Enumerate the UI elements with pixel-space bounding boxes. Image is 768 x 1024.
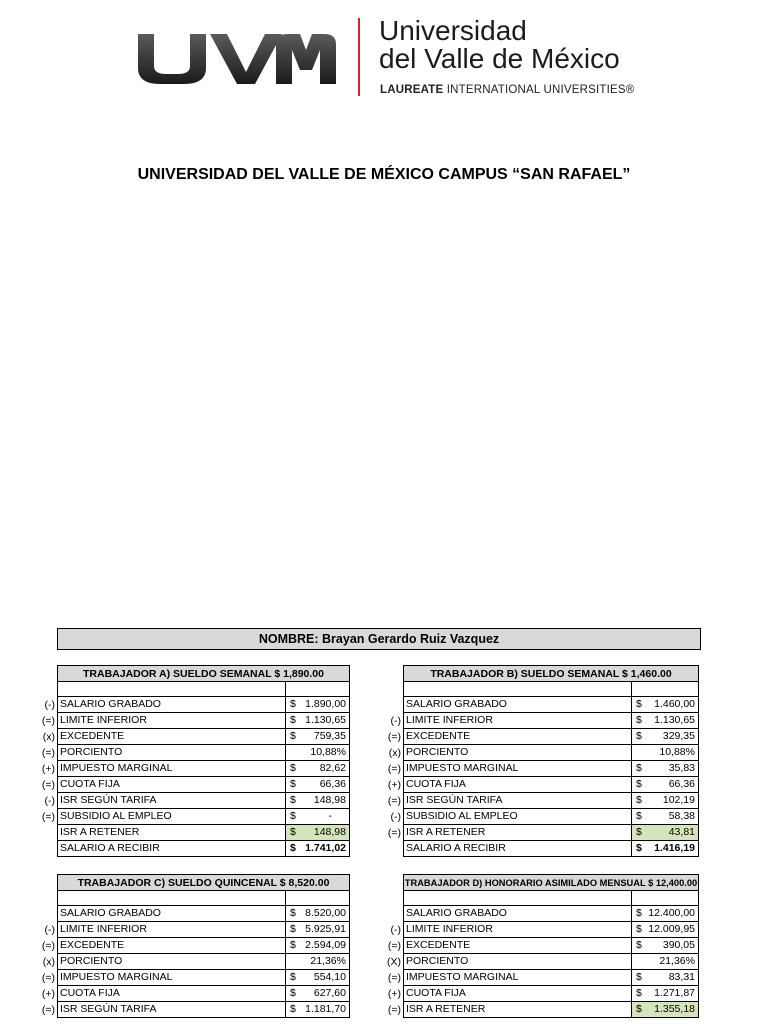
worker-table-header: TRABAJADOR A) SUELDO SEMANAL $ 1,890.00 xyxy=(57,665,350,682)
currency-sign: $ xyxy=(290,762,296,774)
amount: 66,36 xyxy=(668,778,695,790)
currency-sign: $ xyxy=(290,939,296,951)
amount: 1.460,00 xyxy=(654,698,695,710)
logo-name-line1: Universidad xyxy=(379,15,527,46)
row-label: LIMITE INFERIOR xyxy=(403,713,632,729)
operator-label: (=) xyxy=(41,1004,55,1016)
table-row xyxy=(57,906,350,922)
row-label: SALARIO A RECIBIR xyxy=(403,841,632,857)
row-label: ISR A RETENER xyxy=(403,1002,632,1018)
row-label: SALARIO GRABADO xyxy=(57,697,286,713)
currency-sign: $ xyxy=(290,923,296,935)
currency-sign: $ xyxy=(636,698,642,710)
currency-sign: $ xyxy=(290,907,296,919)
currency-sign: $ xyxy=(290,842,296,854)
row-value xyxy=(632,841,699,857)
row-label: IMPUESTO MARGINAL xyxy=(403,761,632,777)
amount: 759,35 xyxy=(313,730,346,742)
row-label: LIMITE INFERIOR xyxy=(403,922,632,938)
table-row xyxy=(57,697,350,713)
currency-sign: $ xyxy=(636,762,642,774)
operator-label: (x) xyxy=(388,747,401,759)
row-value xyxy=(286,954,350,970)
operator-label: (x) xyxy=(42,731,55,743)
row-label: CUOTA FIJA xyxy=(403,777,632,793)
table-row xyxy=(57,793,350,809)
table-row xyxy=(57,922,350,938)
currency-sign: $ xyxy=(290,987,296,999)
operator-label: (-) xyxy=(44,924,55,936)
row-value xyxy=(286,1002,350,1018)
operator-label: (-) xyxy=(44,699,55,711)
operator-label: (=) xyxy=(387,827,401,839)
operator-label: (+) xyxy=(41,763,55,775)
row-label: PORCIENTO xyxy=(57,745,286,761)
row-label: PORCIENTO xyxy=(403,954,632,970)
currency-sign: $ xyxy=(636,1003,642,1015)
row-value xyxy=(286,745,350,761)
currency-sign: $ xyxy=(290,714,296,726)
currency-sign: $ xyxy=(290,778,296,790)
row-value xyxy=(286,777,350,793)
table-row xyxy=(57,713,350,729)
blank-cell xyxy=(631,891,699,906)
operator-label: (+) xyxy=(387,779,401,791)
table-row xyxy=(57,938,350,954)
amount: 8.520,00 xyxy=(305,907,346,919)
operator-label: (x) xyxy=(42,956,55,968)
row-label: SUBSIDIO AL EMPLEO xyxy=(57,809,286,825)
operator-label: (=) xyxy=(387,763,401,775)
currency-sign: $ xyxy=(636,842,642,854)
table-row xyxy=(57,841,350,857)
currency-sign: $ xyxy=(290,730,296,742)
row-label: CUOTA FIJA xyxy=(57,777,286,793)
row-label: LIMITE INFERIOR xyxy=(57,713,286,729)
row-label: LIMITE INFERIOR xyxy=(57,922,286,938)
row-value xyxy=(632,809,699,825)
row-label: ISR A RETENER xyxy=(57,825,286,841)
row-label: ISR SEGÚN TARIFA xyxy=(57,793,286,809)
currency-sign: $ xyxy=(636,810,642,822)
row-label: IMPUESTO MARGINAL xyxy=(57,761,286,777)
campus-title: UNIVERSIDAD DEL VALLE DE MÉXICO CAMPUS “SAN RAFAEL” xyxy=(137,166,631,183)
blank-cell xyxy=(403,891,632,906)
amount: 35,83 xyxy=(668,762,695,774)
amount: 12.400,00 xyxy=(648,907,695,919)
table-row xyxy=(57,745,350,761)
table-row xyxy=(57,825,350,841)
row-value xyxy=(632,729,699,745)
amount: 12.009,95 xyxy=(648,923,695,935)
table-row xyxy=(403,825,699,841)
row-value xyxy=(632,793,699,809)
row-label: IMPUESTO MARGINAL xyxy=(403,970,632,986)
currency-sign: $ xyxy=(290,826,296,838)
table-row xyxy=(403,697,699,713)
row-value xyxy=(632,697,699,713)
amount: 1.890,00 xyxy=(305,698,346,710)
amount: 329,35 xyxy=(662,730,695,742)
amount: 83,31 xyxy=(668,971,695,983)
table-row xyxy=(403,922,699,938)
worker-table-header: TRABAJADOR B) SUELDO SEMANAL $ 1,460.00 xyxy=(403,665,699,682)
amount: 627,60 xyxy=(313,987,346,999)
row-label: EXCEDENTE xyxy=(403,729,632,745)
row-value xyxy=(286,922,350,938)
amount: 66,36 xyxy=(319,778,346,790)
blank-cell xyxy=(403,682,632,697)
amount: 1.181,70 xyxy=(305,1003,346,1015)
currency-sign: $ xyxy=(636,987,642,999)
currency-sign: $ xyxy=(290,1003,296,1015)
amount: 1.271,87 xyxy=(654,987,695,999)
table-row xyxy=(403,906,699,922)
row-label: EXCEDENTE xyxy=(403,938,632,954)
table-row xyxy=(57,809,350,825)
amount: 2.594,09 xyxy=(305,939,346,951)
operator-label: (X) xyxy=(387,956,401,968)
currency-sign: $ xyxy=(290,794,296,806)
operator-label: (+) xyxy=(387,988,401,1000)
row-label: SALARIO GRABADO xyxy=(403,697,632,713)
row-label: PORCIENTO xyxy=(403,745,632,761)
operator-label: (-) xyxy=(390,811,401,823)
row-value xyxy=(286,809,350,825)
currency-sign: $ xyxy=(636,907,642,919)
currency-sign: $ xyxy=(636,826,642,838)
table-row xyxy=(403,1002,699,1018)
row-value xyxy=(632,922,699,938)
amount: 43,81 xyxy=(668,826,695,838)
operator-label: (=) xyxy=(41,972,55,984)
table-row xyxy=(57,761,350,777)
worker-table-header: TRABAJADOR C) SUELDO QUINCENAL $ 8,520.00 xyxy=(57,874,350,891)
row-value xyxy=(632,745,699,761)
row-label: SALARIO A RECIBIR xyxy=(57,841,286,857)
row-label: SUBSIDIO AL EMPLEO xyxy=(403,809,632,825)
amount: 1.416,19 xyxy=(654,842,695,854)
amount: 1.130,65 xyxy=(305,714,346,726)
operator-label: (=) xyxy=(41,715,55,727)
amount: 148,98 xyxy=(313,794,346,806)
blank-cell xyxy=(57,682,286,697)
amount: 10,88% xyxy=(310,746,346,758)
row-label: ISR SEGÚN TARIFA xyxy=(57,1002,286,1018)
table-row xyxy=(403,970,699,986)
row-value xyxy=(286,793,350,809)
row-value xyxy=(632,713,699,729)
currency-sign: $ xyxy=(636,939,642,951)
row-value xyxy=(286,713,350,729)
row-label: ISR A RETENER xyxy=(403,825,632,841)
amount: 58,38 xyxy=(668,810,695,822)
row-value xyxy=(286,906,350,922)
row-value xyxy=(632,825,699,841)
row-value xyxy=(286,729,350,745)
row-label: EXCEDENTE xyxy=(57,938,286,954)
blank-cell xyxy=(57,891,286,906)
row-value xyxy=(286,761,350,777)
table-row xyxy=(403,793,699,809)
amount: 5.925,91 xyxy=(305,923,346,935)
row-value xyxy=(632,938,699,954)
operator-label: (=) xyxy=(41,747,55,759)
row-value xyxy=(632,1002,699,1018)
row-value xyxy=(286,841,350,857)
amount: 21,36% xyxy=(310,955,346,967)
currency-sign: $ xyxy=(290,698,296,710)
operator-label: (-) xyxy=(390,924,401,936)
operator-label: (=) xyxy=(41,779,55,791)
table-row xyxy=(57,1002,350,1018)
amount: 148,98 xyxy=(313,826,346,838)
row-value xyxy=(632,970,699,986)
amount: 1.130,65 xyxy=(654,714,695,726)
row-value xyxy=(286,986,350,1002)
operator-label: (=) xyxy=(387,940,401,952)
logo-tagline: LAUREATE INTERNATIONAL UNIVERSITIES® xyxy=(380,84,635,96)
row-label: CUOTA FIJA xyxy=(403,986,632,1002)
amount: - xyxy=(328,810,332,822)
table-row xyxy=(57,777,350,793)
operator-label: (=) xyxy=(387,795,401,807)
table-row xyxy=(403,986,699,1002)
amount: 554,10 xyxy=(313,971,346,983)
currency-sign: $ xyxy=(636,730,642,742)
row-label: CUOTA FIJA xyxy=(57,986,286,1002)
operator-label: (-) xyxy=(44,795,55,807)
table-row xyxy=(403,729,699,745)
currency-sign: $ xyxy=(636,971,642,983)
row-value xyxy=(286,825,350,841)
row-value xyxy=(632,986,699,1002)
uvm-mark-icon xyxy=(134,14,344,104)
blank-cell xyxy=(285,891,350,906)
amount: 82,62 xyxy=(319,762,346,774)
uvm-logo xyxy=(134,14,654,104)
amount: 1.741,02 xyxy=(305,842,346,854)
table-row xyxy=(403,761,699,777)
row-value xyxy=(286,938,350,954)
row-value xyxy=(632,761,699,777)
operator-label: (+) xyxy=(41,988,55,1000)
row-label: SALARIO GRABADO xyxy=(57,906,286,922)
amount: 102,19 xyxy=(662,794,695,806)
table-row xyxy=(57,986,350,1002)
operator-label: (=) xyxy=(387,1004,401,1016)
blank-cell xyxy=(631,682,699,697)
row-label: PORCIENTO xyxy=(57,954,286,970)
row-value xyxy=(632,906,699,922)
amount: 390,05 xyxy=(662,939,695,951)
operator-label: (-) xyxy=(390,715,401,727)
table-row xyxy=(403,954,699,970)
row-label: EXCEDENTE xyxy=(57,729,286,745)
logo-name-line2: del Valle de México xyxy=(379,43,620,74)
amount: 21,36% xyxy=(659,955,695,967)
currency-sign: $ xyxy=(290,810,296,822)
operator-label: (=) xyxy=(387,731,401,743)
currency-sign: $ xyxy=(290,971,296,983)
table-row xyxy=(57,954,350,970)
currency-sign: $ xyxy=(636,923,642,935)
table-row xyxy=(403,777,699,793)
blank-cell xyxy=(285,682,350,697)
row-value xyxy=(632,777,699,793)
worker-table-header: TRABAJADOR D) HONORARIO ASIMILADO MENSUAL $ 12,400.00 xyxy=(403,874,699,891)
amount: 10,88% xyxy=(659,746,695,758)
row-value xyxy=(632,954,699,970)
amount: 1.355,18 xyxy=(654,1003,695,1015)
operator-label: (=) xyxy=(41,811,55,823)
table-row xyxy=(57,729,350,745)
logo-divider xyxy=(358,18,360,96)
table-row xyxy=(403,938,699,954)
row-value xyxy=(286,970,350,986)
row-label: ISR SEGÚN TARIFA xyxy=(403,793,632,809)
table-row xyxy=(403,713,699,729)
row-label: IMPUESTO MARGINAL xyxy=(57,970,286,986)
table-row xyxy=(403,841,699,857)
row-label: SALARIO GRABADO xyxy=(403,906,632,922)
operator-label: (=) xyxy=(41,940,55,952)
table-row xyxy=(403,809,699,825)
currency-sign: $ xyxy=(636,794,642,806)
table-row xyxy=(403,745,699,761)
currency-sign: $ xyxy=(636,714,642,726)
currency-sign: $ xyxy=(636,778,642,790)
student-name-bar: NOMBRE: Brayan Gerardo Ruiz Vazquez xyxy=(57,628,701,650)
operator-label: (=) xyxy=(387,972,401,984)
row-value xyxy=(286,697,350,713)
table-row xyxy=(57,970,350,986)
